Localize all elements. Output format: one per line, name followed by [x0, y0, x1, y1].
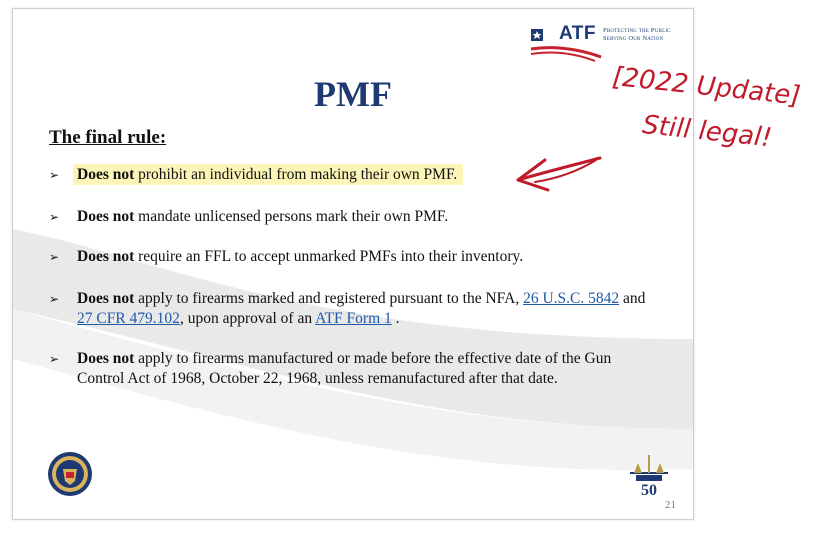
bullet-arrow-icon: ➢: [49, 352, 60, 366]
atf-tagline-line2: Serving Our Nation: [603, 35, 664, 42]
bullet-bold: Does not: [77, 350, 135, 367]
bullet-text: require an FFL to accept unmarked PMFs into their inventory.: [134, 248, 524, 265]
bullet-arrow-icon: ➢: [49, 250, 60, 264]
link-atf-form-1[interactable]: ATF Form 1: [315, 310, 392, 327]
bullet-bold: Does not: [77, 166, 135, 183]
bullet-bold: Does not: [77, 248, 135, 265]
bullet-bold: Does not: [77, 290, 135, 307]
atf-logo-text: ATF: [559, 23, 597, 44]
page-number: 21: [665, 499, 676, 511]
presentation-slide: ATF Protecting the Public Serving Our Nation PMF The final rule: ➢ Does not prohibit an individual from making their own PMF. ➢ Does not mandate unlicensed persons mark their own PMF. ➢ Does not require an FFL to accept unmarked PMFs into their inventory. ➢ Does not apply to firearms marked and registered pursuant to the NFA, 26 U.S.C. 5842 and 27 CFR 479.102, upon approval of an ATF Form 1 . ➢ Does not apply to firearms manufactured or made before the effective date of the Gun Control Act of 1968, October 22, 1968, unless remanufactured after that date. 50 21: [12, 8, 694, 520]
bullet-arrow-icon: ➢: [49, 168, 60, 182]
link-27-cfr-479-102[interactable]: 27 CFR 479.102: [77, 310, 180, 327]
handwritten-annotation-line2: Still legal!: [640, 110, 774, 154]
bullet-text: prohibit an individual from making their own PMF.: [134, 166, 458, 183]
atf-tagline-line1: Protecting the Public: [603, 27, 671, 34]
link-26-usc-5842[interactable]: 26 U.S.C. 5842: [523, 290, 620, 307]
bullet-text: apply to firearms manufactured or made before the effective date of the Gun Control Act of 1968, October 22, 1968, unless remanufactured after that date.: [77, 350, 612, 387]
doj-seal-icon: [47, 451, 93, 497]
bullet-text: mandate unlicensed persons mark their own PMF.: [134, 208, 449, 225]
bullet-arrow-icon: ➢: [49, 292, 60, 306]
bullet-bold: Does not: [77, 208, 135, 225]
bullet-text: apply to firearms marked and registered pursuant to the NFA,: [134, 290, 524, 307]
bullet-arrow-icon: ➢: [49, 210, 60, 224]
atf-tagline: [603, 27, 671, 43]
slide-subtitle: The final rule:: [49, 127, 167, 148]
handwritten-annotation-line1: [2022 Update]: [610, 62, 802, 112]
slide-title: PMF: [314, 74, 392, 114]
badge-number: 50: [641, 482, 657, 499]
highlighted-text: [73, 164, 463, 185]
anniversary-badge-icon: [624, 449, 674, 499]
